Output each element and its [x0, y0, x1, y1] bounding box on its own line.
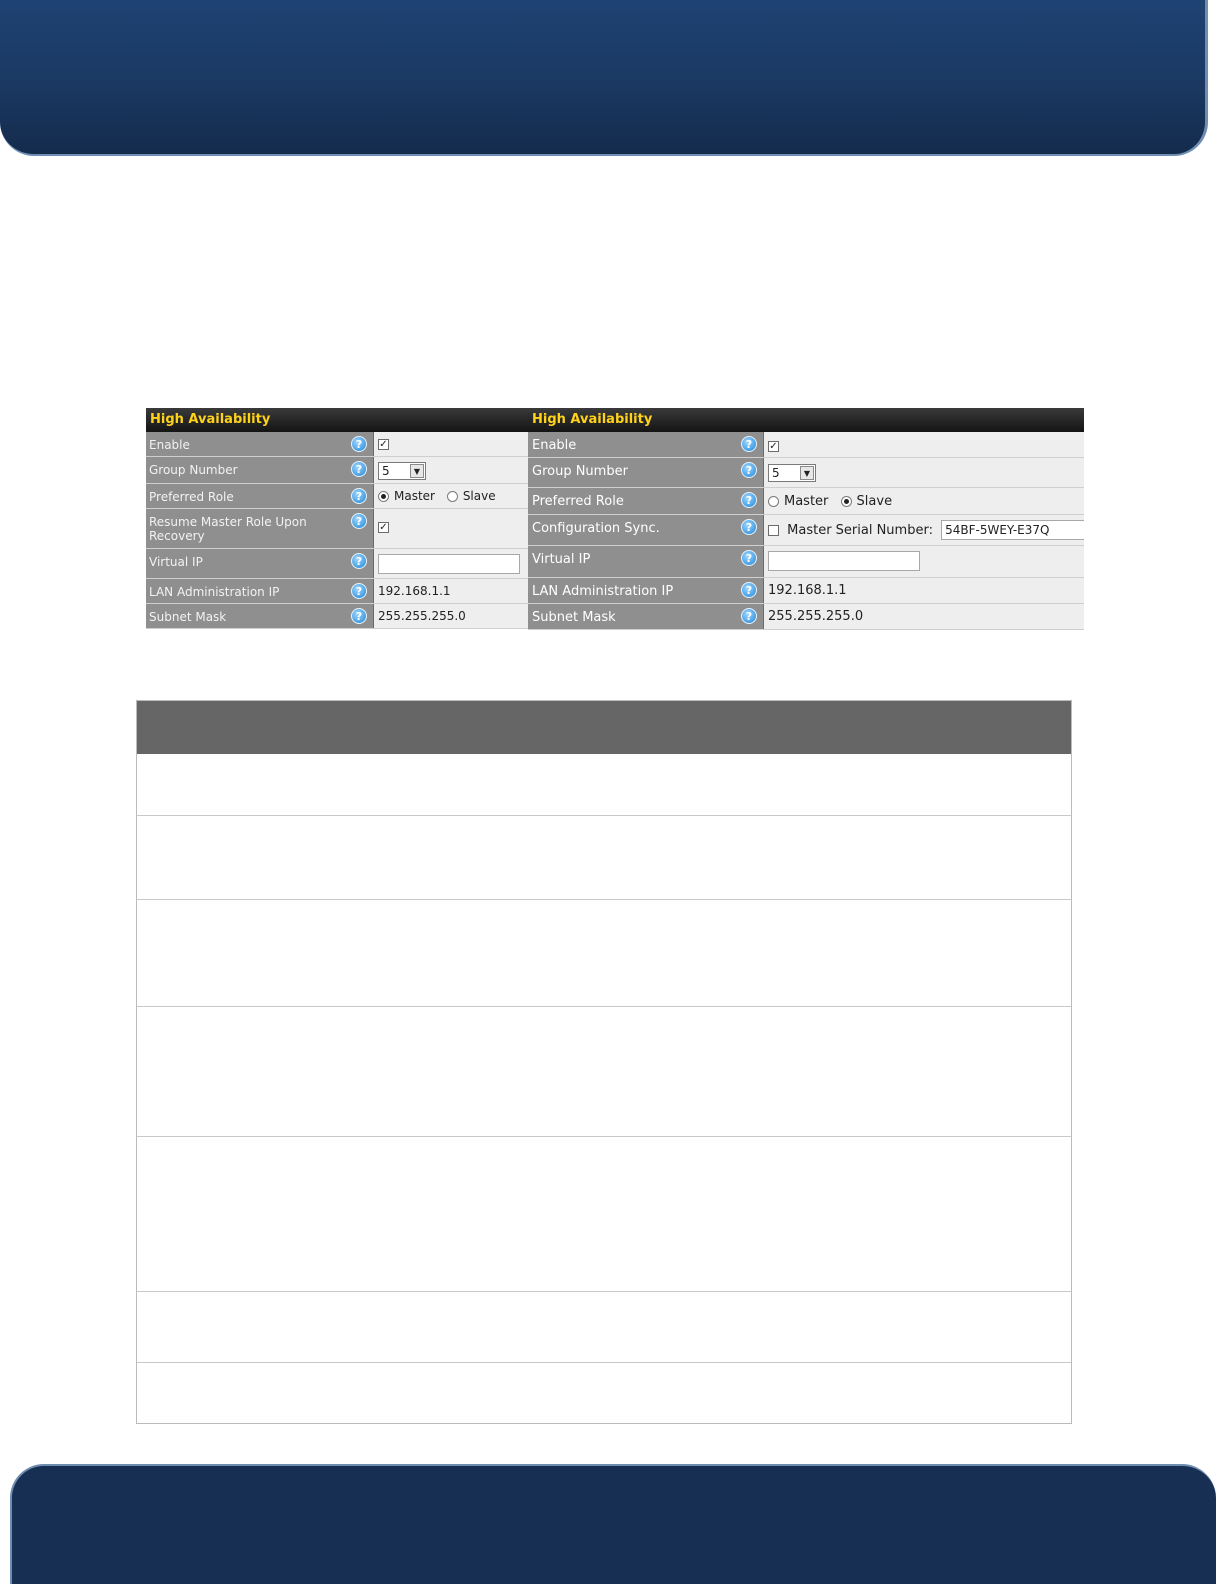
lan-admin-value: 192.168.1.1	[768, 583, 847, 598]
enable-label: Enable	[149, 438, 190, 452]
description-table	[136, 700, 1072, 1424]
table-row	[137, 899, 1071, 1006]
help-question-icon[interactable]: ?	[351, 513, 367, 529]
table-row	[137, 1362, 1071, 1423]
chevron-down-icon: ▼	[800, 466, 814, 480]
config-sync-label: Configuration Sync.	[532, 521, 660, 536]
table-header	[137, 701, 1071, 754]
lan-admin-label: LAN Administration IP	[149, 585, 280, 599]
help-question-icon[interactable]: ?	[741, 519, 757, 535]
table-row	[137, 1136, 1071, 1291]
help-question-icon[interactable]: ?	[351, 488, 367, 504]
group-number-select[interactable]: 5 ▼	[378, 462, 426, 480]
table-row	[137, 1006, 1071, 1136]
group-number-row	[528, 458, 1084, 488]
ha-panel-right	[528, 408, 1084, 630]
resume-master-checkbox[interactable]: ✓	[379, 522, 388, 533]
lan-admin-row	[528, 578, 1084, 604]
help-question-icon[interactable]: ?	[741, 608, 757, 624]
virtual-ip-input[interactable]	[378, 554, 520, 574]
subnet-value: 255.255.255.0	[378, 609, 466, 623]
virtual-ip-row	[528, 546, 1084, 578]
subnet-row	[146, 604, 528, 629]
panel-title: High Availability	[528, 408, 1084, 432]
virtual-ip-row	[146, 549, 528, 579]
chevron-down-icon: ▼	[410, 464, 424, 478]
panel-title: High Availability	[146, 408, 528, 432]
config-sync-checkbox[interactable]	[768, 525, 779, 536]
resume-master-label: Resume Master Role Upon Recovery	[149, 515, 307, 543]
preferred-role-row	[146, 484, 528, 509]
role-slave-label: Slave	[462, 489, 496, 503]
enable-label: Enable	[532, 438, 577, 453]
lan-admin-label: LAN Administration IP	[532, 584, 674, 599]
virtual-ip-label: Virtual IP	[149, 555, 203, 569]
resume-master-row	[146, 509, 528, 549]
role-slave-radio[interactable]	[447, 491, 458, 502]
virtual-ip-label: Virtual IP	[532, 552, 591, 567]
help-question-icon[interactable]: ?	[351, 436, 367, 452]
subnet-row	[528, 604, 1084, 630]
group-number-select[interactable]: 5 ▼	[768, 464, 816, 482]
help-question-icon[interactable]: ?	[351, 461, 367, 477]
help-question-icon[interactable]: ?	[351, 608, 367, 624]
group-number-label: Group Number	[149, 463, 238, 477]
bottom-banner	[10, 1464, 1216, 1584]
lan-admin-row	[146, 579, 528, 604]
virtual-ip-input[interactable]	[768, 551, 920, 571]
help-question-icon[interactable]: ?	[351, 553, 367, 569]
group-number-label: Group Number	[532, 464, 628, 479]
role-master-label: Master	[394, 489, 435, 503]
subnet-value: 255.255.255.0	[768, 609, 864, 624]
ha-panel-left	[146, 408, 528, 629]
master-serial-input[interactable]: 54BF-5WEY-E37Q	[941, 520, 1084, 540]
table-row	[137, 754, 1071, 815]
preferred-role-label: Preferred Role	[532, 494, 624, 509]
preferred-role-label: Preferred Role	[149, 490, 234, 504]
help-question-icon[interactable]: ?	[351, 583, 367, 599]
config-sync-row	[528, 515, 1084, 546]
enable-checkbox[interactable]: ✓	[379, 439, 388, 450]
help-question-icon[interactable]: ?	[741, 462, 757, 478]
role-master-radio[interactable]	[768, 496, 779, 507]
table-row	[137, 815, 1071, 899]
role-master-label: Master	[784, 494, 829, 509]
master-serial-label: Master Serial Number:	[787, 522, 933, 538]
group-number-row	[146, 457, 528, 484]
enable-row	[528, 432, 1084, 458]
enable-row	[146, 432, 528, 457]
enable-checkbox[interactable]: ✓	[769, 441, 778, 452]
subnet-label: Subnet Mask	[149, 610, 227, 624]
role-slave-radio[interactable]	[841, 496, 852, 507]
lan-admin-value: 192.168.1.1	[378, 584, 451, 598]
subnet-label: Subnet Mask	[532, 610, 616, 625]
help-question-icon[interactable]: ?	[741, 550, 757, 566]
help-question-icon[interactable]: ?	[741, 582, 757, 598]
table-row	[137, 1291, 1071, 1362]
top-banner	[0, 0, 1208, 156]
role-slave-label: Slave	[856, 494, 893, 509]
help-question-icon[interactable]: ?	[741, 436, 757, 452]
role-master-radio[interactable]	[378, 491, 389, 502]
help-question-icon[interactable]: ?	[741, 492, 757, 508]
preferred-role-row	[528, 488, 1084, 515]
